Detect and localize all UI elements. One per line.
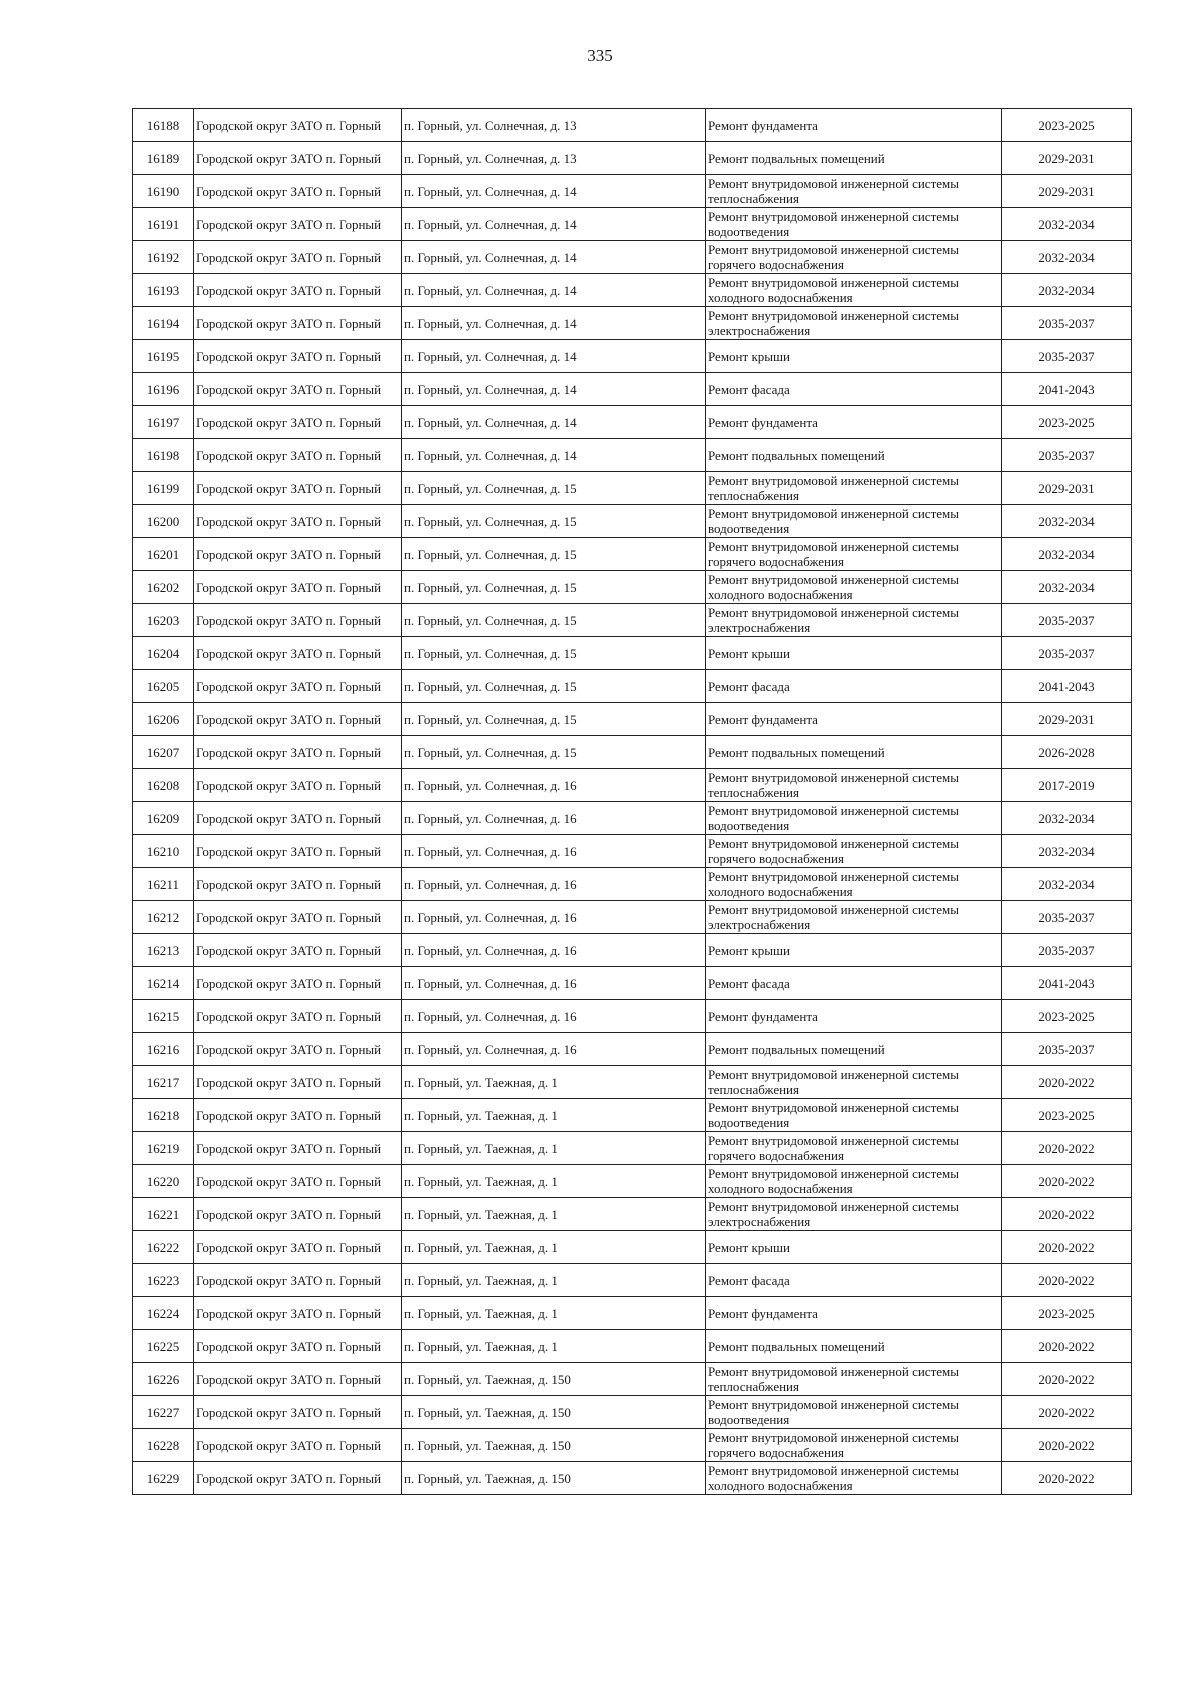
municipality-cell: Городской округ ЗАТО п. Горный	[194, 406, 402, 439]
period-cell: 2035-2037	[1002, 901, 1132, 934]
work-type-cell: Ремонт внутридомовой инженерной системы водоотведения	[706, 802, 1002, 835]
municipality-cell: Городской округ ЗАТО п. Горный	[194, 934, 402, 967]
municipality-cell: Городской округ ЗАТО п. Горный	[194, 307, 402, 340]
row-number-cell: 16218	[133, 1099, 194, 1132]
row-number-cell: 16215	[133, 1000, 194, 1033]
table-row	[133, 703, 1132, 736]
municipality-cell: Городской округ ЗАТО п. Горный	[194, 340, 402, 373]
municipality-cell: Городской округ ЗАТО п. Горный	[194, 1165, 402, 1198]
work-type-cell: Ремонт фасада	[706, 670, 1002, 703]
work-type-cell: Ремонт внутридомовой инженерной системы горячего водоснабжения	[706, 1132, 1002, 1165]
address-cell: п. Горный, ул. Солнечная, д. 15	[402, 571, 706, 604]
table-row	[133, 472, 1132, 505]
table-row	[133, 1066, 1132, 1099]
period-cell: 2026-2028	[1002, 736, 1132, 769]
municipality-cell: Городской округ ЗАТО п. Горный	[194, 439, 402, 472]
work-type-cell: Ремонт подвальных помещений	[706, 1330, 1002, 1363]
work-type-cell: Ремонт внутридомовой инженерной системы теплоснабжения	[706, 472, 1002, 505]
work-type-cell: Ремонт внутридомовой инженерной системы водоотведения	[706, 208, 1002, 241]
row-number-cell: 16207	[133, 736, 194, 769]
period-cell: 2035-2037	[1002, 637, 1132, 670]
row-number-cell: 16226	[133, 1363, 194, 1396]
municipality-cell: Городской округ ЗАТО п. Горный	[194, 1066, 402, 1099]
table-row	[133, 571, 1132, 604]
address-cell: п. Горный, ул. Солнечная, д. 16	[402, 802, 706, 835]
work-type-cell: Ремонт фундамента	[706, 109, 1002, 142]
row-number-cell: 16197	[133, 406, 194, 439]
table-row	[133, 1198, 1132, 1231]
address-cell: п. Горный, ул. Таежная, д. 1	[402, 1165, 706, 1198]
work-type-cell: Ремонт внутридомовой инженерной системы теплоснабжения	[706, 1363, 1002, 1396]
period-cell: 2035-2037	[1002, 934, 1132, 967]
table-row	[133, 1330, 1132, 1363]
address-cell: п. Горный, ул. Солнечная, д. 16	[402, 835, 706, 868]
row-number-cell: 16202	[133, 571, 194, 604]
row-number-cell: 16219	[133, 1132, 194, 1165]
address-cell: п. Горный, ул. Солнечная, д. 14	[402, 340, 706, 373]
address-cell: п. Горный, ул. Солнечная, д. 15	[402, 670, 706, 703]
page-number: 335	[587, 46, 613, 65]
row-number-cell: 16204	[133, 637, 194, 670]
municipality-cell: Городской округ ЗАТО п. Горный	[194, 802, 402, 835]
address-cell: п. Горный, ул. Солнечная, д. 15	[402, 703, 706, 736]
table-row	[133, 109, 1132, 142]
municipality-cell: Городской округ ЗАТО п. Горный	[194, 109, 402, 142]
work-type-cell: Ремонт внутридомовой инженерной системы горячего водоснабжения	[706, 1429, 1002, 1462]
work-type-cell: Ремонт подвальных помещений	[706, 1033, 1002, 1066]
address-cell: п. Горный, ул. Солнечная, д. 14	[402, 307, 706, 340]
period-cell: 2020-2022	[1002, 1132, 1132, 1165]
row-number-cell: 16193	[133, 274, 194, 307]
table-row	[133, 439, 1132, 472]
municipality-cell: Городской округ ЗАТО п. Горный	[194, 901, 402, 934]
address-cell: п. Горный, ул. Солнечная, д. 14	[402, 439, 706, 472]
address-cell: п. Горный, ул. Солнечная, д. 16	[402, 769, 706, 802]
municipality-cell: Городской округ ЗАТО п. Горный	[194, 835, 402, 868]
work-type-cell: Ремонт фасада	[706, 967, 1002, 1000]
municipality-cell: Городской округ ЗАТО п. Горный	[194, 967, 402, 1000]
period-cell: 2032-2034	[1002, 868, 1132, 901]
municipality-cell: Городской округ ЗАТО п. Горный	[194, 208, 402, 241]
row-number-cell: 16209	[133, 802, 194, 835]
table-row	[133, 736, 1132, 769]
period-cell: 2023-2025	[1002, 1297, 1132, 1330]
row-number-cell: 16211	[133, 868, 194, 901]
work-type-cell: Ремонт внутридомовой инженерной системы теплоснабжения	[706, 175, 1002, 208]
row-number-cell: 16194	[133, 307, 194, 340]
work-type-cell: Ремонт внутридомовой инженерной системы электроснабжения	[706, 604, 1002, 637]
municipality-cell: Городской округ ЗАТО п. Горный	[194, 505, 402, 538]
period-cell: 2032-2034	[1002, 208, 1132, 241]
municipality-cell: Городской округ ЗАТО п. Горный	[194, 1132, 402, 1165]
municipality-cell: Городской округ ЗАТО п. Горный	[194, 604, 402, 637]
table-row	[133, 1396, 1132, 1429]
period-cell: 2020-2022	[1002, 1462, 1132, 1495]
work-type-cell: Ремонт внутридомовой инженерной системы горячего водоснабжения	[706, 538, 1002, 571]
table-row	[133, 637, 1132, 670]
municipality-cell: Городской округ ЗАТО п. Горный	[194, 736, 402, 769]
address-cell: п. Горный, ул. Таежная, д. 150	[402, 1462, 706, 1495]
period-cell: 2020-2022	[1002, 1363, 1132, 1396]
table-row	[133, 1165, 1132, 1198]
period-cell: 2032-2034	[1002, 274, 1132, 307]
table-row	[133, 901, 1132, 934]
work-type-cell: Ремонт фасада	[706, 1264, 1002, 1297]
table-row	[133, 1132, 1132, 1165]
period-cell: 2017-2019	[1002, 769, 1132, 802]
municipality-cell: Городской округ ЗАТО п. Горный	[194, 373, 402, 406]
municipality-cell: Городской округ ЗАТО п. Горный	[194, 1297, 402, 1330]
address-cell: п. Горный, ул. Солнечная, д. 15	[402, 538, 706, 571]
row-number-cell: 16206	[133, 703, 194, 736]
address-cell: п. Горный, ул. Солнечная, д. 14	[402, 241, 706, 274]
work-type-cell: Ремонт крыши	[706, 637, 1002, 670]
row-number-cell: 16198	[133, 439, 194, 472]
work-type-cell: Ремонт внутридомовой инженерной системы горячего водоснабжения	[706, 241, 1002, 274]
municipality-cell: Городской округ ЗАТО п. Горный	[194, 175, 402, 208]
row-number-cell: 16229	[133, 1462, 194, 1495]
work-type-cell: Ремонт крыши	[706, 934, 1002, 967]
address-cell: п. Горный, ул. Солнечная, д. 15	[402, 505, 706, 538]
table-row	[133, 670, 1132, 703]
row-number-cell: 16228	[133, 1429, 194, 1462]
period-cell: 2035-2037	[1002, 604, 1132, 637]
table-row	[133, 340, 1132, 373]
period-cell: 2041-2043	[1002, 670, 1132, 703]
table-row	[133, 1000, 1132, 1033]
municipality-cell: Городской округ ЗАТО п. Горный	[194, 142, 402, 175]
period-cell: 2020-2022	[1002, 1396, 1132, 1429]
address-cell: п. Горный, ул. Таежная, д. 1	[402, 1297, 706, 1330]
row-number-cell: 16217	[133, 1066, 194, 1099]
address-cell: п. Горный, ул. Таежная, д. 150	[402, 1429, 706, 1462]
period-cell: 2020-2022	[1002, 1330, 1132, 1363]
period-cell: 2032-2034	[1002, 571, 1132, 604]
address-cell: п. Горный, ул. Таежная, д. 150	[402, 1363, 706, 1396]
table-row	[133, 934, 1132, 967]
period-cell: 2041-2043	[1002, 967, 1132, 1000]
work-type-cell: Ремонт подвальных помещений	[706, 142, 1002, 175]
table-row	[133, 1264, 1132, 1297]
municipality-cell: Городской округ ЗАТО п. Горный	[194, 1330, 402, 1363]
period-cell: 2023-2025	[1002, 406, 1132, 439]
municipality-cell: Городской округ ЗАТО п. Горный	[194, 1033, 402, 1066]
table-row	[133, 505, 1132, 538]
address-cell: п. Горный, ул. Солнечная, д. 14	[402, 406, 706, 439]
table-row	[133, 967, 1132, 1000]
row-number-cell: 16210	[133, 835, 194, 868]
address-cell: п. Горный, ул. Солнечная, д. 16	[402, 967, 706, 1000]
work-type-cell: Ремонт внутридомовой инженерной системы холодного водоснабжения	[706, 868, 1002, 901]
address-cell: п. Горный, ул. Таежная, д. 1	[402, 1198, 706, 1231]
address-cell: п. Горный, ул. Солнечная, д. 15	[402, 472, 706, 505]
work-type-cell: Ремонт крыши	[706, 340, 1002, 373]
repair-schedule-table	[132, 108, 1132, 1495]
row-number-cell: 16208	[133, 769, 194, 802]
row-number-cell: 16212	[133, 901, 194, 934]
period-cell: 2020-2022	[1002, 1429, 1132, 1462]
address-cell: п. Горный, ул. Таежная, д. 150	[402, 1396, 706, 1429]
work-type-cell: Ремонт внутридомовой инженерной системы холодного водоснабжения	[706, 1165, 1002, 1198]
address-cell: п. Горный, ул. Таежная, д. 1	[402, 1099, 706, 1132]
address-cell: п. Горный, ул. Солнечная, д. 13	[402, 142, 706, 175]
work-type-cell: Ремонт внутридомовой инженерной системы электроснабжения	[706, 901, 1002, 934]
table-row	[133, 208, 1132, 241]
municipality-cell: Городской округ ЗАТО п. Горный	[194, 571, 402, 604]
table-row	[133, 835, 1132, 868]
work-type-cell: Ремонт крыши	[706, 1231, 1002, 1264]
work-type-cell: Ремонт внутридомовой инженерной системы водоотведения	[706, 1396, 1002, 1429]
address-cell: п. Горный, ул. Солнечная, д. 14	[402, 208, 706, 241]
municipality-cell: Городской округ ЗАТО п. Горный	[194, 1099, 402, 1132]
address-cell: п. Горный, ул. Солнечная, д. 15	[402, 604, 706, 637]
row-number-cell: 16191	[133, 208, 194, 241]
row-number-cell: 16195	[133, 340, 194, 373]
municipality-cell: Городской округ ЗАТО п. Горный	[194, 1462, 402, 1495]
municipality-cell: Городской округ ЗАТО п. Горный	[194, 1396, 402, 1429]
row-number-cell: 16203	[133, 604, 194, 637]
row-number-cell: 16224	[133, 1297, 194, 1330]
address-cell: п. Горный, ул. Солнечная, д. 16	[402, 934, 706, 967]
period-cell: 2035-2037	[1002, 307, 1132, 340]
work-type-cell: Ремонт внутридомовой инженерной системы горячего водоснабжения	[706, 835, 1002, 868]
period-cell: 2035-2037	[1002, 340, 1132, 373]
period-cell: 2032-2034	[1002, 538, 1132, 571]
table-row	[133, 1429, 1132, 1462]
municipality-cell: Городской округ ЗАТО п. Горный	[194, 241, 402, 274]
row-number-cell: 16221	[133, 1198, 194, 1231]
row-number-cell: 16214	[133, 967, 194, 1000]
table-row	[133, 1231, 1132, 1264]
row-number-cell: 16199	[133, 472, 194, 505]
work-type-cell: Ремонт внутридомовой инженерной системы теплоснабжения	[706, 1066, 1002, 1099]
table-row	[133, 1363, 1132, 1396]
municipality-cell: Городской округ ЗАТО п. Горный	[194, 1429, 402, 1462]
period-cell: 2020-2022	[1002, 1165, 1132, 1198]
work-type-cell: Ремонт фундамента	[706, 1297, 1002, 1330]
table-row	[133, 1462, 1132, 1495]
address-cell: п. Горный, ул. Солнечная, д. 14	[402, 373, 706, 406]
address-cell: п. Горный, ул. Солнечная, д. 16	[402, 1000, 706, 1033]
row-number-cell: 16188	[133, 109, 194, 142]
period-cell: 2023-2025	[1002, 1099, 1132, 1132]
period-cell: 2020-2022	[1002, 1231, 1132, 1264]
row-number-cell: 16200	[133, 505, 194, 538]
period-cell: 2023-2025	[1002, 109, 1132, 142]
period-cell: 2035-2037	[1002, 1033, 1132, 1066]
table-row	[133, 1099, 1132, 1132]
row-number-cell: 16216	[133, 1033, 194, 1066]
work-type-cell: Ремонт внутридомовой инженерной системы водоотведения	[706, 505, 1002, 538]
period-cell: 2020-2022	[1002, 1198, 1132, 1231]
row-number-cell: 16192	[133, 241, 194, 274]
address-cell: п. Горный, ул. Солнечная, д. 14	[402, 175, 706, 208]
period-cell: 2029-2031	[1002, 142, 1132, 175]
table-row	[133, 868, 1132, 901]
period-cell: 2023-2025	[1002, 1000, 1132, 1033]
work-type-cell: Ремонт подвальных помещений	[706, 736, 1002, 769]
row-number-cell: 16205	[133, 670, 194, 703]
work-type-cell: Ремонт фундамента	[706, 1000, 1002, 1033]
table-row	[133, 274, 1132, 307]
municipality-cell: Городской округ ЗАТО п. Горный	[194, 538, 402, 571]
address-cell: п. Горный, ул. Солнечная, д. 16	[402, 1033, 706, 1066]
table-row	[133, 604, 1132, 637]
municipality-cell: Городской округ ЗАТО п. Горный	[194, 637, 402, 670]
work-type-cell: Ремонт внутридомовой инженерной системы холодного водоснабжения	[706, 274, 1002, 307]
table-row	[133, 538, 1132, 571]
table-row	[133, 1297, 1132, 1330]
municipality-cell: Городской округ ЗАТО п. Горный	[194, 703, 402, 736]
address-cell: п. Горный, ул. Таежная, д. 1	[402, 1132, 706, 1165]
municipality-cell: Городской округ ЗАТО п. Горный	[194, 1198, 402, 1231]
address-cell: п. Горный, ул. Солнечная, д. 16	[402, 901, 706, 934]
period-cell: 2035-2037	[1002, 439, 1132, 472]
table-row	[133, 307, 1132, 340]
work-type-cell: Ремонт фундамента	[706, 406, 1002, 439]
row-number-cell: 16213	[133, 934, 194, 967]
work-type-cell: Ремонт внутридомовой инженерной системы холодного водоснабжения	[706, 571, 1002, 604]
municipality-cell: Городской округ ЗАТО п. Горный	[194, 670, 402, 703]
row-number-cell: 16223	[133, 1264, 194, 1297]
period-cell: 2041-2043	[1002, 373, 1132, 406]
work-type-cell: Ремонт фундамента	[706, 703, 1002, 736]
address-cell: п. Горный, ул. Таежная, д. 1	[402, 1231, 706, 1264]
table-row	[133, 1033, 1132, 1066]
table-row	[133, 802, 1132, 835]
work-type-cell: Ремонт внутридомовой инженерной системы холодного водоснабжения	[706, 1462, 1002, 1495]
work-type-cell: Ремонт подвальных помещений	[706, 439, 1002, 472]
table-row	[133, 373, 1132, 406]
row-number-cell: 16227	[133, 1396, 194, 1429]
period-cell: 2029-2031	[1002, 175, 1132, 208]
table-row	[133, 406, 1132, 439]
work-type-cell: Ремонт внутридомовой инженерной системы теплоснабжения	[706, 769, 1002, 802]
row-number-cell: 16201	[133, 538, 194, 571]
work-type-cell: Ремонт внутридомовой инженерной системы электроснабжения	[706, 1198, 1002, 1231]
period-cell: 2032-2034	[1002, 241, 1132, 274]
period-cell: 2032-2034	[1002, 802, 1132, 835]
address-cell: п. Горный, ул. Солнечная, д. 16	[402, 868, 706, 901]
period-cell: 2029-2031	[1002, 472, 1132, 505]
municipality-cell: Городской округ ЗАТО п. Горный	[194, 769, 402, 802]
row-number-cell: 16222	[133, 1231, 194, 1264]
table-row	[133, 142, 1132, 175]
municipality-cell: Городской округ ЗАТО п. Горный	[194, 472, 402, 505]
municipality-cell: Городской округ ЗАТО п. Горный	[194, 1231, 402, 1264]
address-cell: п. Горный, ул. Таежная, д. 1	[402, 1066, 706, 1099]
period-cell: 2020-2022	[1002, 1066, 1132, 1099]
row-number-cell: 16189	[133, 142, 194, 175]
row-number-cell: 16220	[133, 1165, 194, 1198]
row-number-cell: 16196	[133, 373, 194, 406]
municipality-cell: Городской округ ЗАТО п. Горный	[194, 274, 402, 307]
period-cell: 2020-2022	[1002, 1264, 1132, 1297]
row-number-cell: 16225	[133, 1330, 194, 1363]
row-number-cell: 16190	[133, 175, 194, 208]
work-type-cell: Ремонт фасада	[706, 373, 1002, 406]
table-row	[133, 241, 1132, 274]
address-cell: п. Горный, ул. Солнечная, д. 15	[402, 736, 706, 769]
municipality-cell: Городской округ ЗАТО п. Горный	[194, 868, 402, 901]
address-cell: п. Горный, ул. Таежная, д. 1	[402, 1264, 706, 1297]
municipality-cell: Городской округ ЗАТО п. Горный	[194, 1264, 402, 1297]
work-type-cell: Ремонт внутридомовой инженерной системы водоотведения	[706, 1099, 1002, 1132]
municipality-cell: Городской округ ЗАТО п. Горный	[194, 1363, 402, 1396]
period-cell: 2029-2031	[1002, 703, 1132, 736]
address-cell: п. Горный, ул. Солнечная, д. 13	[402, 109, 706, 142]
period-cell: 2032-2034	[1002, 505, 1132, 538]
table-row	[133, 175, 1132, 208]
period-cell: 2032-2034	[1002, 835, 1132, 868]
table-body	[133, 109, 1132, 1495]
work-type-cell: Ремонт внутридомовой инженерной системы электроснабжения	[706, 307, 1002, 340]
address-cell: п. Горный, ул. Солнечная, д. 14	[402, 274, 706, 307]
address-cell: п. Горный, ул. Солнечная, д. 15	[402, 637, 706, 670]
table-row	[133, 769, 1132, 802]
address-cell: п. Горный, ул. Таежная, д. 1	[402, 1330, 706, 1363]
municipality-cell: Городской округ ЗАТО п. Горный	[194, 1000, 402, 1033]
